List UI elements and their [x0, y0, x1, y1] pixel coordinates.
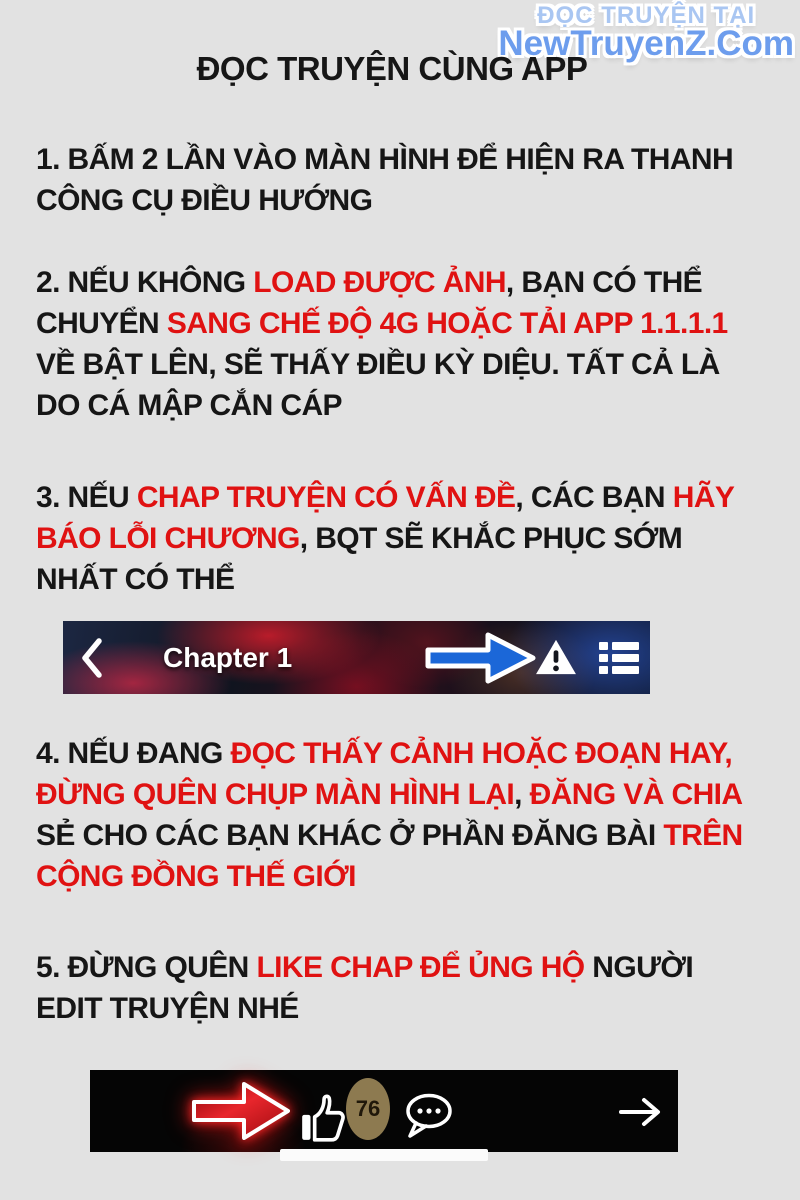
page-edge-strip — [280, 1149, 488, 1161]
like-count-badge: 76 — [346, 1078, 390, 1140]
logo-tagline: ĐỌC TRUYỆN TẠI — [537, 2, 756, 29]
instruction-segment: , CÁC BẠN — [515, 481, 673, 514]
instruction-4 — [36, 733, 762, 897]
chapter-list-icon[interactable] — [599, 641, 639, 680]
logo-brand: NewTruyenZ.Com — [498, 24, 794, 63]
instruction-segment: LOAD ĐƯỢC ẢNH — [253, 266, 506, 299]
highlight-arrow-red-icon — [190, 1076, 294, 1151]
instruction-2 — [36, 262, 762, 426]
instruction-5 — [36, 947, 762, 1029]
instruction-segment: 4. NẾU ĐANG — [36, 737, 231, 770]
comment-bubble-icon[interactable] — [402, 1092, 454, 1145]
reader-action-bar-screenshot — [90, 1070, 678, 1152]
instruction-segment: 3. NẾU — [36, 481, 137, 514]
instruction-segment: 5. ĐỪNG QUÊN — [36, 951, 257, 984]
instruction-segment: ĐĂNG VÀ CHIA — [529, 778, 742, 811]
instruction-segment: , BQT SẼ KHẮC PHỤC SỚM NHẤT CÓ THỂ — [36, 522, 683, 596]
instruction-segment: 1. BẤM 2 LẦN VÀO MÀN HÌNH ĐỂ HIỆN RA THANH CÔNG CỤ ĐIỀU HƯỚNG — [36, 143, 734, 217]
instruction-segment: CHAP TRUYỆN CÓ VẤN ĐỀ — [136, 481, 516, 514]
instruction-segment: 2. NẾU KHÔNG — [36, 266, 254, 299]
instruction-1 — [36, 139, 762, 221]
instruction-segment: NGƯỜI EDIT TRUYỆN NHÉ — [36, 951, 694, 1025]
chapter-nav-screenshot — [63, 621, 650, 694]
instruction-segment: , BẠN CÓ THỂ CHUYỂN — [36, 266, 703, 340]
instruction-3 — [36, 477, 762, 600]
warning-icon[interactable] — [535, 638, 577, 681]
next-arrow-icon[interactable] — [618, 1096, 662, 1133]
instruction-segment: HÃY BÁO LỖI CHƯƠNG — [36, 481, 734, 555]
instruction-segment: SẺ CHO CÁC BẠN KHÁC Ở PHẦN ĐĂNG BÀI — [36, 819, 664, 852]
instruction-segment: TRÊN CỘNG ĐỒNG THẾ GIỚI — [36, 819, 743, 893]
page-title: ĐỌC TRUYỆN CÙNG APP — [196, 50, 588, 87]
chapter-title: Chapter 1 — [163, 642, 293, 673]
instruction-segment: LIKE CHAP ĐỂ ỦNG HỘ — [256, 951, 585, 984]
highlight-arrow-blue-icon — [425, 630, 537, 691]
instruction-segment: ĐỌC THẤY CẢNH HOẶC ĐOẠN HAY, ĐỪNG QUÊN CHỤP MÀN HÌNH LẠI — [36, 737, 733, 811]
back-chevron-icon[interactable] — [79, 637, 103, 684]
thumbs-up-icon[interactable] — [298, 1094, 348, 1149]
instruction-segment: , — [514, 778, 530, 811]
instruction-segment: VỀ BẬT LÊN, SẼ THẤY ĐIỀU KỲ DIỆU. TẤT CẢ LÀ DO CÁ MẬP CẮN CÁP — [36, 348, 720, 422]
instruction-segment: SANG CHẾ ĐỘ 4G HOẶC TẢI APP 1.1.1.1 — [166, 307, 728, 340]
